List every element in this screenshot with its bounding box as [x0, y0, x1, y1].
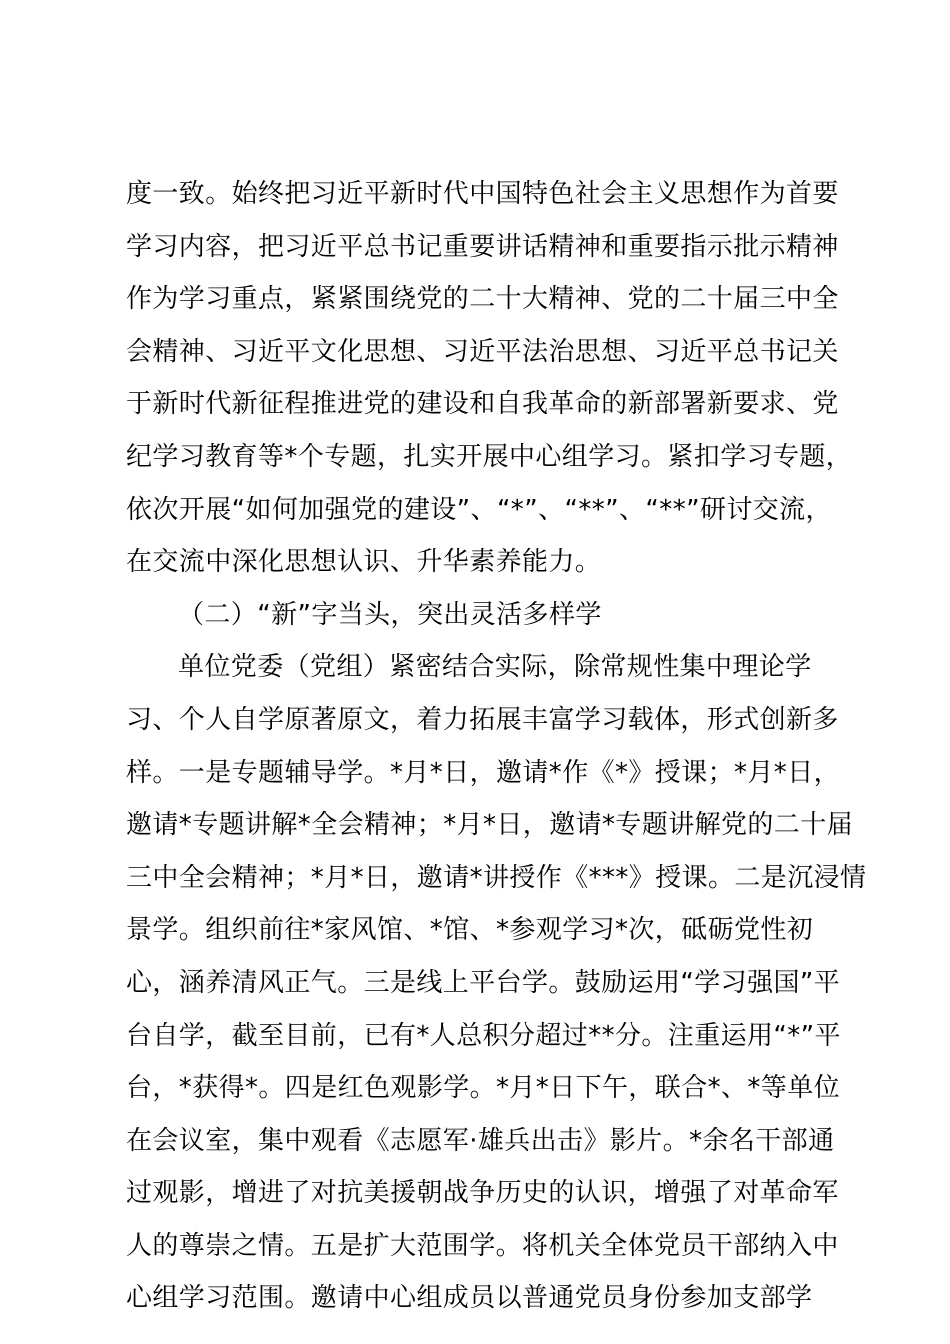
text-line: 会精神、习近平文化思想、习近平法治思想、习近平总书记关 — [126, 336, 839, 367]
text-line: 景学。组织前往*家风馆、*馆、*参观学习*次，砥砺党性初 — [126, 915, 814, 946]
text-line: 台，*获得*。四是红色观影学。*月*日下午，联合*、*等单位 — [126, 1073, 841, 1104]
body-text — [126, 168, 867, 1325]
text-line: 依次开展“如何加强党的建设”、“*”、“**”、“**”研讨交流， — [126, 494, 832, 525]
text-line: 度一致。始终把习近平新时代中国特色社会主义思想作为首要 — [126, 179, 839, 209]
text-line: 邀请*专题讲解*全会精神；*月*日，邀请*专题讲解党的二十届 — [126, 810, 854, 841]
text-line: 三中全会精神；*月*日，邀请*讲授作《***》授课。二是沉浸情 — [126, 862, 867, 893]
section-heading: （二）“新”字当头，突出灵活多样学 — [178, 599, 602, 630]
text-line: 学习内容，把习近平总书记重要讲话精神和重要指示批示精神 — [126, 231, 839, 262]
text-line: 在交流中深化思想认识、升华素养能力。 — [126, 547, 602, 578]
text-line: 心组学习范围。邀请中心组成员以普通党员身份参加支部学 — [126, 1283, 813, 1314]
text-line: 习、个人自学原著原文，着力拓展丰富学习载体，形式创新多 — [126, 704, 839, 735]
text-line: 作为学习重点，紧紧围绕党的二十大精神、党的二十届三中全 — [126, 284, 839, 315]
text-line: 在会议室，集中观看《志愿军·雄兵出击》影片。*余名干部通 — [126, 1125, 835, 1156]
paragraph-start-line: 单位党委（党组）紧密结合实际，除常规性集中理论学 — [178, 652, 812, 683]
text-line: 纪学习教育等*个专题，扎实开展中心组学习。紧扣学习专题， — [126, 441, 853, 472]
text-line: 样。一是专题辅导学。*月*日，邀请*作《*》授课；*月*日， — [126, 757, 841, 788]
text-line: 过观影，增进了对抗美援朝战争历史的认识，增强了对革命军 — [126, 1178, 839, 1209]
text-line: 台自学，截至目前，已有*人总积分超过**分。注重运用“*”平 — [126, 1020, 841, 1051]
text-line: 人的尊崇之情。五是扩大范围学。将机关全体党员干部纳入中 — [126, 1230, 839, 1261]
text-line: 于新时代新征程推进党的建设和自我革命的新部署新要求、党 — [126, 389, 839, 420]
text-line: 心，涵养清风正气。三是线上平台学。鼓励运用“学习强国”平 — [126, 967, 841, 998]
